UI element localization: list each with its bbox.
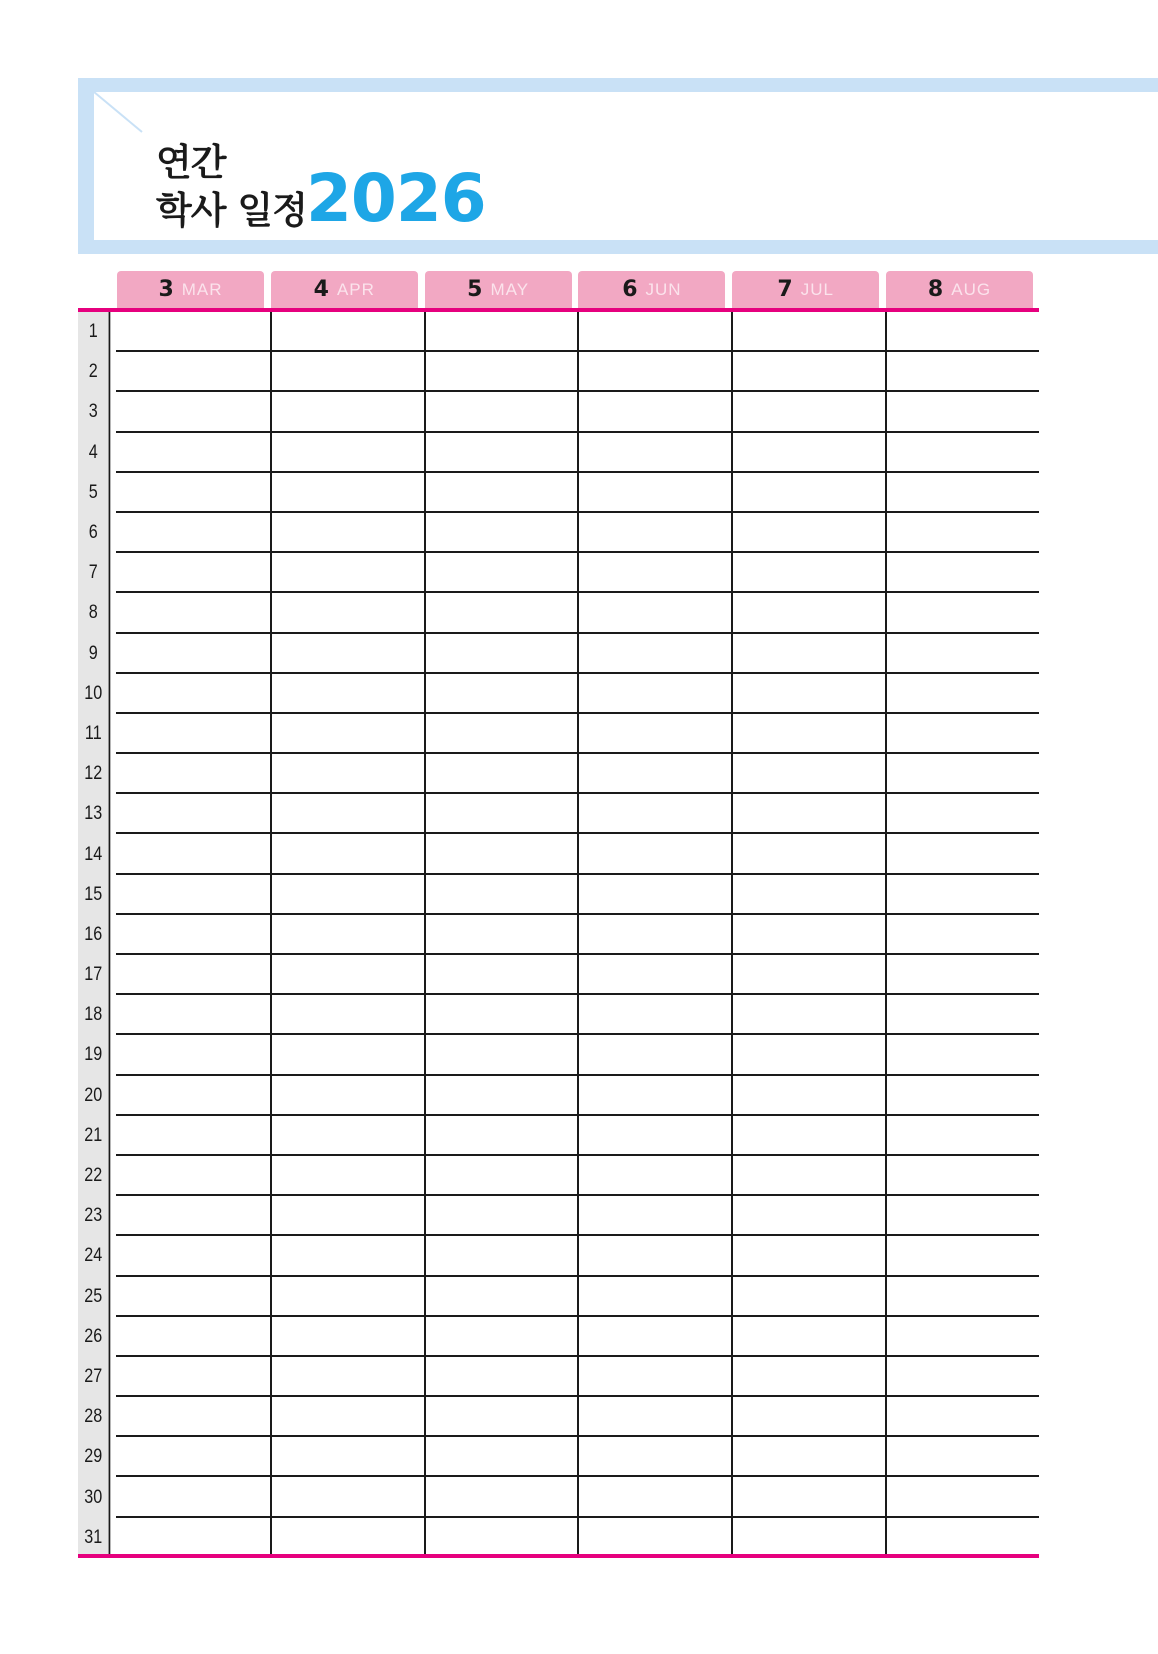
month-tab (886, 271, 1033, 308)
day-number: 20 (78, 1076, 110, 1116)
day-row (78, 1357, 1039, 1397)
month-number: 3 (158, 277, 174, 302)
title-year: 2026 (306, 160, 486, 237)
day-row (78, 593, 1039, 633)
day-number: 8 (78, 593, 110, 633)
title-banner (78, 78, 1158, 254)
day-row (78, 955, 1039, 995)
column-divider (424, 312, 426, 1558)
day-number: 13 (78, 794, 110, 834)
month-name: AUG (951, 279, 992, 299)
day-row (78, 995, 1039, 1035)
schedule-grid (78, 312, 1039, 1558)
day-row (78, 473, 1039, 513)
day-row (78, 794, 1039, 834)
day-row (78, 1156, 1039, 1196)
month-number: 6 (622, 277, 638, 302)
month-number: 4 (313, 277, 329, 302)
day-row (78, 1277, 1039, 1317)
day-row (78, 1317, 1039, 1357)
day-row (78, 634, 1039, 674)
month-name: JUL (800, 279, 834, 299)
column-divider (577, 312, 579, 1558)
day-number: 4 (78, 433, 110, 473)
month-tab (425, 271, 572, 308)
day-number: 27 (78, 1357, 110, 1397)
day-row (78, 834, 1039, 874)
day-row (78, 915, 1039, 955)
month-name: JUN (645, 279, 682, 299)
day-number: 24 (78, 1236, 110, 1276)
day-row (78, 1397, 1039, 1437)
day-number: 15 (78, 875, 110, 915)
day-row (78, 1236, 1039, 1276)
month-tab (732, 271, 879, 308)
day-row (78, 1116, 1039, 1156)
day-row (78, 674, 1039, 714)
day-row (78, 553, 1039, 593)
column-divider (270, 312, 272, 1558)
day-row (78, 875, 1039, 915)
day-number: 3 (78, 392, 110, 432)
day-number: 18 (78, 995, 110, 1035)
day-number: 14 (78, 834, 110, 874)
day-row (78, 714, 1039, 754)
day-row (78, 1437, 1039, 1477)
day-number: 31 (78, 1518, 110, 1558)
day-number: 21 (78, 1116, 110, 1156)
day-row (78, 1518, 1039, 1558)
day-number: 25 (78, 1277, 110, 1317)
day-row (78, 1076, 1039, 1116)
day-number: 1 (78, 312, 110, 352)
day-row (78, 312, 1039, 352)
month-number: 5 (467, 277, 483, 302)
day-number: 30 (78, 1477, 110, 1517)
month-number: 7 (777, 277, 793, 302)
title-line-2: 학사 일정 (156, 189, 307, 232)
day-number: 9 (78, 634, 110, 674)
day-number: 5 (78, 473, 110, 513)
title-line-1: 연간 (156, 141, 226, 184)
month-number: 8 (927, 277, 944, 302)
title-panel (94, 92, 1158, 240)
day-row (78, 433, 1039, 473)
day-row (78, 1477, 1039, 1517)
day-number: 16 (78, 915, 110, 955)
day-number: 2 (78, 352, 110, 392)
month-tab (271, 271, 418, 308)
day-row (78, 1196, 1039, 1236)
footer-rule (78, 1554, 1039, 1558)
day-number: 22 (78, 1156, 110, 1196)
day-number: 10 (78, 674, 110, 714)
month-name: APR (336, 279, 375, 299)
day-number: 7 (78, 553, 110, 593)
day-number: 11 (78, 714, 110, 754)
column-divider (885, 312, 887, 1558)
day-row (78, 1035, 1039, 1075)
month-name: MAY (490, 279, 530, 299)
month-tab (578, 271, 725, 308)
day-row (78, 513, 1039, 553)
day-row (78, 392, 1039, 432)
day-row (78, 754, 1039, 794)
month-tab (117, 271, 264, 308)
month-name: MAR (181, 279, 223, 299)
day-row (78, 352, 1039, 392)
day-number: 19 (78, 1035, 110, 1075)
column-divider (731, 312, 733, 1558)
day-number: 29 (78, 1437, 110, 1477)
day-number: 12 (78, 754, 110, 794)
day-number: 17 (78, 955, 110, 995)
corner-decoration (94, 92, 144, 142)
day-number: 28 (78, 1397, 110, 1437)
day-number: 23 (78, 1196, 110, 1236)
day-number: 26 (78, 1317, 110, 1357)
day-number: 6 (78, 513, 110, 553)
